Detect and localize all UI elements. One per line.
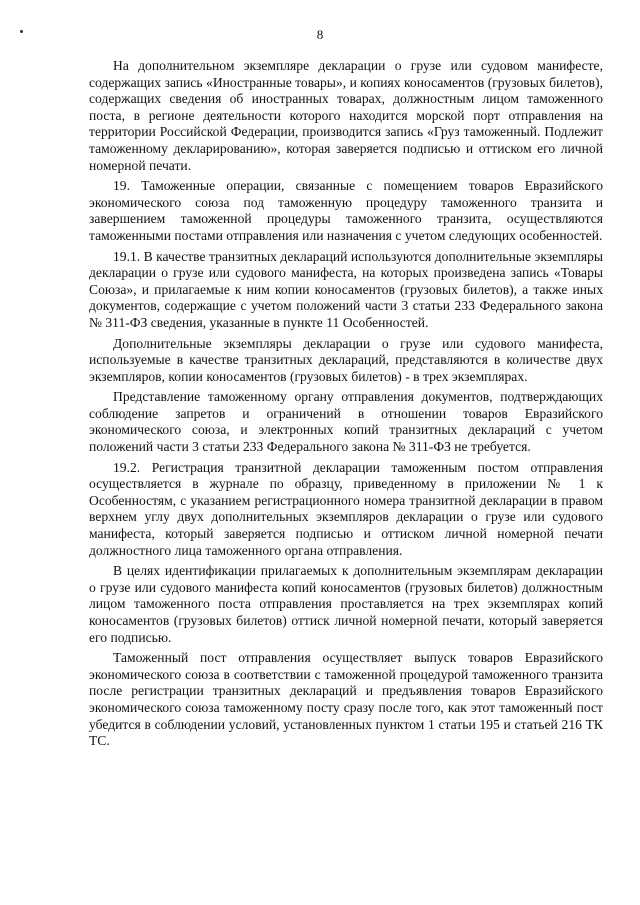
paragraph-document-submission: Представление таможенному органу отправления документов, подтверждающих соблюдение запретов и ограничений в отношении товаров Евразийского экономического союза, и электронных копий транзитных деклараций с учетом положений части 3 статьи 233 Федерального закона № 311-ФЗ не требуется. [89, 389, 603, 455]
page-number: 8 [316, 27, 324, 42]
paragraph-19: 19. Таможенные операции, связанные с помещением товаров Евразийского экономического союза под таможенную процедуру таможенного транзита и завершением таможенной процедуры таможенного транзита, осуществляются таможенными постами отправления или назначения с учетом следующих особенностей. [89, 178, 603, 243]
document-body [89, 58, 603, 754]
paragraph-additional-copies: Дополнительные экземпляры декларации о грузе или судового манифеста, используемые в качестве транзитных деклараций, представляются в количестве двух экземпляров, копии коносаментов (грузовых билетов) - в трех экземплярах. [89, 335, 603, 384]
paragraph-identification: В целях идентификации прилагаемых к дополнительным экземплярам декларации о грузе или судового манифеста копий коносаментов (грузовых билетов) должностным лицом таможенного поста отправления проставляется на трех экземплярах копий коносаментов (грузовых билетов) оттиск личной номерной печати, который заверяется его подписью. [89, 563, 603, 645]
paragraph-19-2: 19.2. Регистрация транзитной декларации таможенным постом отправления осуществляется в журнале по образцу, приведенному в приложении № 1 к Особенностям, с указанием регистрационного номера транзитной декларации в правом верхнем углу двух дополнительных экземпляров декларации о грузе или судового манифеста, который заверяется подписью и оттиском личной номерной печати должностного лица таможенного органа отправления. [89, 459, 603, 558]
paragraph-foreign-goods-note: На дополнительном экземпляре декларации о грузе или судовом манифесте, содержащих запись «Иностранные товары», и копиях коносаментов (грузовых билетов), содержащих сведения об иностранных товарах, должностным лицом таможенного поста, в регионе деятельности которого находится морской порт отправления на территории Российской Федерации, производится запись «Груз таможенный. Подлежит таможенному декларированию», которая заверяется подписью и оттиском его личной номерной печати. [89, 58, 603, 173]
paragraph-release: Таможенный пост отправления осуществляет выпуск товаров Евразийского экономического союза в соответствии с таможенной процедурой таможенного транзита после регистрации транзитных деклараций и предъявления товаров Евразийского экономического союза таможенному посту сразу после того, как этот таможенный пост убедится в соблюдении условий, установленных пунктом 1 статьи 195 и статьей 216 ТК ТС. [89, 650, 603, 749]
paragraph-19-1: 19.1. В качестве транзитных деклараций используются дополнительные экземпляры декларации о грузе или судового манифеста, на которых произведена запись «Товары Союза», и прилагаемые к ним копии коносаментов (грузовых билетов), а также иных документов, содержащие с учетом положений части 3 статьи 233 Федерального закона № 311-ФЗ сведения, указанные в пункте 11 Особенностей. [89, 248, 603, 330]
